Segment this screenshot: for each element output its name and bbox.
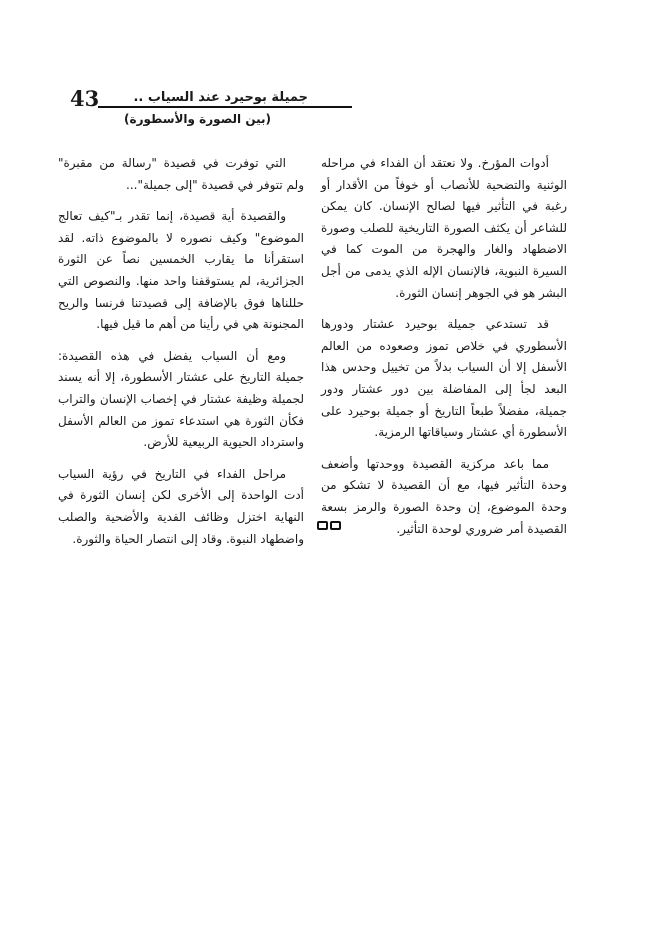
right-text-column — [321, 153, 567, 550]
paragraph: قد تستدعي جميلة بوحيرد عشتار ودورها الأسطوري في خلاص تموز وصعوده من العالم الأسفل إلا أن السياب بدلاً من تخييل وحدس هذا البعد لجأ إلى المفاضلة بين دور عشتار ودور جميلة، مفضلاً طبعاً التاريخ أو جميلة بوحيرد على الأسطورة أي عشتار وسياقاتها الرمزية. — [321, 317, 567, 440]
paragraph: ومع أن السياب يفضل في هذه القصيدة: جميلة التاريخ على عشتار الأسطورة، إلا أنه يسند لجميلة وظيفة عشتار في إخصاب الإنسان والتراب فكأن الثورة هي استدعاء تموز من العالم الأسفل واسترداد الحيوية الربيعية للأرض. — [58, 348, 304, 450]
paragraph: مراحل الفداء في التاريخ في رؤية السياب أدت الواحدة إلى الأخرى لكن إنسان الثورة في النهاية اختزل وظائف الفدية والأضحية والصلب واضطهاد النبوة. وقاد إلى انتصار الحياة والثورة. — [58, 466, 304, 546]
header-rule — [98, 106, 352, 108]
running-title: جميلة بوحيرد عند السياب .. — [133, 90, 308, 105]
left-text-column — [58, 153, 304, 560]
running-subtitle: (بين الصورة والأسطورة) — [124, 112, 271, 126]
paragraph: مما باعد مركزية القصيدة ووحدتها وأضعف وحدة التأثير فيها، مع أن القصيدة لا تشكو من وحدة الموضوع، إن وحدة الصورة والرمز بسعة القصيدة أمر ضروري لوحدة التأثير. — [321, 456, 567, 536]
square-icon — [317, 521, 328, 530]
paragraph: أدوات المؤرخ. ولا نعتقد أن الفداء في مراحله الوثنية والتضحية للأنصاب أو خوفاً من الأقدار أو رغبة في التأثير فيها لصالح الإنسان. كان يمكن للشاعر أن يكثف الصورة التاريخية للصلب وصورة الاضطهاد والغار والهجرة من الموت كما في السيرة النبوية، فالإنسان الإله الذي يدمى من أجل البشر هو في الجوهر إنسان الثورة. — [321, 156, 567, 300]
page-number: 43 — [70, 86, 100, 111]
paragraph: التي توفرت في قصيدة "رسالة من مقبرة" ولم تتوفر في قصيدة "إلى جميلة"... — [58, 156, 304, 192]
paragraph: والقصيدة أية قصيدة، إنما تقدر بـ"كيف تعالج الموضوع" وكيف نصوره لا بالموضوع ذاته. لقد استقرأنا ما يقارب الخمسين نصاً عن الثورة الجزائرية، لم يستوقفنا واحد منها. والنصوص التي حللناها فوق بالإضافة إلى قصيدتنا فرنسا والريح المجنونة هي في رأينا من أهم ما قيل فيها. — [58, 209, 304, 332]
square-icon — [330, 521, 341, 530]
end-of-article-mark — [317, 521, 341, 530]
